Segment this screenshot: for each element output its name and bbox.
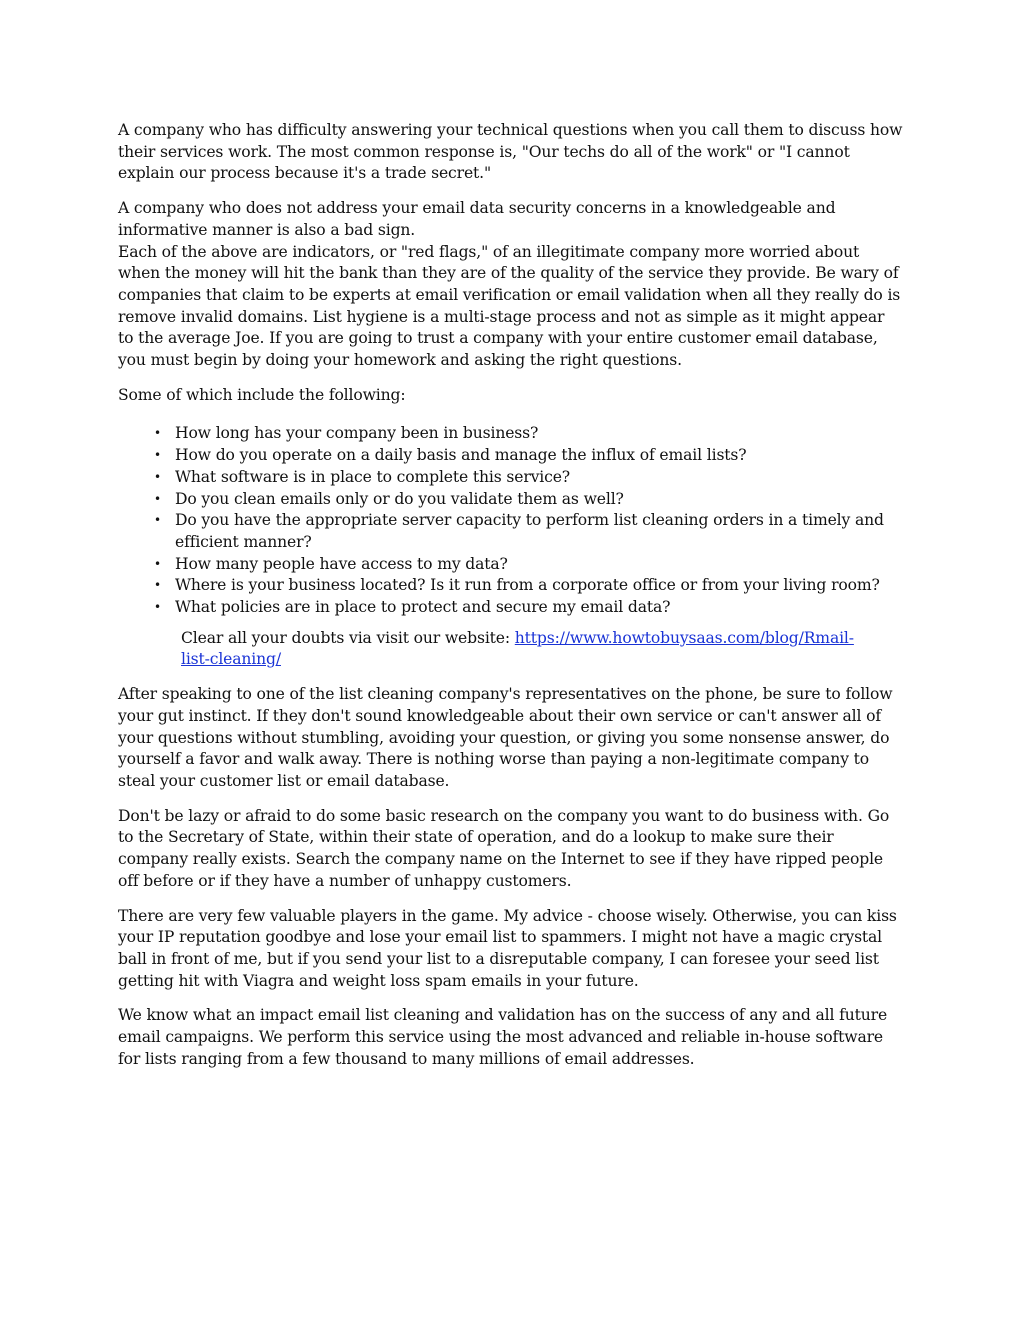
paragraph-advice: There are very few valuable players in the game. My advice - choose wisely. Otherwise, you can kiss your IP reputation goodbye and lose your email list to spammers. I might not have a magic crystal ball in front of me, but if you send your list to a disreputable company, I can foresee your seed list getting hit with Viagra and weight loss spam emails in your future.	[118, 906, 897, 990]
list-item: • Where is your business located? Is it run from a corporate office or from your living room?	[154, 575, 904, 597]
list-item: • Do you have the appropriate server capacity to perform list cleaning orders in a timely and efficient manner?	[154, 510, 904, 553]
document-page	[118, 120, 904, 1083]
paragraph-intro-questions: Some of which include the following:	[118, 385, 406, 404]
paragraph-service: We know what an impact email list cleaning and validation has on the success of any and all future email campaigns. We perform this service using the most advanced and reliable in-house software for lists ranging from a few thousand to many millions of email addresses.	[118, 1006, 888, 1068]
paragraph-security: A company who does not address your email data security concerns in a knowledgeable and informative manner is also a bad sign.	[118, 199, 836, 239]
paragraph-red-flags: Each of the above are indicators, or "red flags," of an illegitimate company more worried about when the money will hit the bank than they are of the quality of the service they provide. Be wary of companies that claim to be experts at email verification or email validation when all they really do is remove invalid domains. List hygiene is a multi-stage process and not as simple as it might appear to the average Joe. If you are going to trust a company with your entire customer email database, you must begin by doing your homework and asking the right questions.	[118, 242, 901, 370]
paragraph-gut-instinct: After speaking to one of the list cleaning company's representatives on the phone, be sure to follow your gut instinct. If they don't sound knowledgeable about their own service or can't answer all of your questions without stumbling, avoiding your question, or giving you some nonsense answer, do yourself a favor and walk away. There is nothing worse than paying a non-legitimate company to steal your customer list or email database.	[118, 685, 893, 790]
list-item: • What software is in place to complete this service?	[154, 467, 904, 489]
list-item: • How many people have access to my data?	[154, 554, 904, 576]
questions-list	[118, 423, 904, 618]
list-item: • Do you clean emails only or do you validate them as well?	[154, 489, 904, 511]
list-item: • How do you operate on a daily basis and manage the influx of email lists?	[154, 445, 904, 467]
link-prefix: Clear all your doubts via visit our website:	[181, 628, 515, 647]
paragraph-research: Don't be lazy or afraid to do some basic research on the company you want to do business with. Go to the Secretary of State, within their state of operation, and do a lookup to make sure their company really exists. Search the company name on the Internet to see if they have ripped people off before or if they have a number of unhappy customers.	[118, 806, 890, 890]
website-link-line	[181, 628, 904, 671]
list-item: • How long has your company been in business?	[154, 423, 904, 445]
paragraph-difficulty: A company who has difficulty answering your technical questions when you call them to discuss how their services work. The most common response is, "Our techs do all of the work" or "I cannot explain our process because it's a trade secret."	[118, 121, 903, 183]
list-item: • What policies are in place to protect and secure my email data?	[154, 597, 904, 619]
website-link[interactable]: https://www.howtobuysaas.com/blog/Rmail-list-cleaning/	[181, 628, 854, 669]
